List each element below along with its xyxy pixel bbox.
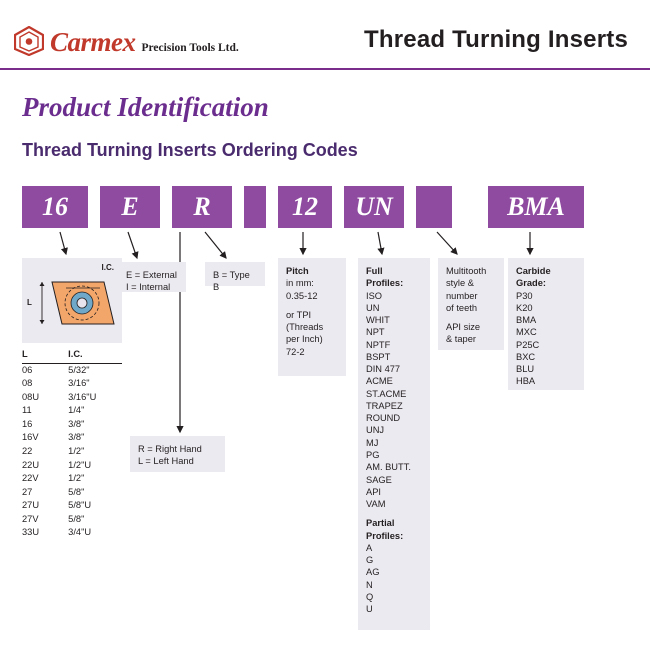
grade-title: Carbide	[516, 266, 551, 276]
insert-drawing-panel	[22, 258, 122, 343]
table-row	[22, 363, 122, 377]
partial-profile-item: N	[366, 579, 373, 590]
table-row	[22, 486, 122, 500]
page-header	[0, 0, 650, 70]
cell-ic: 5/8"	[68, 486, 85, 497]
panel-type	[205, 262, 265, 293]
grade-item: P25C	[516, 339, 540, 350]
cell-l: 27V	[22, 513, 39, 524]
table-row	[22, 431, 122, 445]
code-box-size: 16	[22, 186, 88, 228]
code-box-multitooth	[416, 186, 452, 228]
profile-item: UNJ	[366, 425, 385, 436]
cell-ic: 1/2"	[68, 473, 85, 484]
partial-profile-item: AG	[366, 567, 380, 578]
grade-item: BXC	[516, 351, 536, 362]
panel-external-internal	[118, 262, 186, 292]
multitooth-line-4: of teeth	[446, 302, 478, 313]
ic-dimension-label: I.C.	[101, 263, 114, 272]
grade-item: BMA	[516, 315, 537, 326]
cell-l: 27	[22, 486, 33, 497]
l-dimension-label: L	[27, 298, 32, 307]
full-profiles-title2: Profiles:	[366, 278, 404, 289]
brand-tagline: Precision Tools Ltd.	[141, 41, 239, 54]
type-b-line: B = Type B	[213, 270, 250, 293]
api-taper-line: & taper	[446, 334, 476, 345]
table-row	[22, 459, 122, 473]
table-row	[22, 526, 122, 540]
profile-item: API	[366, 486, 381, 497]
cell-l: 11	[22, 405, 32, 416]
profile-item: TRAPEZ	[366, 400, 403, 411]
profile-item: MJ	[366, 437, 379, 448]
multitooth-line-2: style &	[446, 278, 474, 289]
grade-item: K20	[516, 302, 533, 313]
pitch-line-1: in mm:	[286, 278, 314, 289]
internal-line: I = Internal	[126, 282, 171, 293]
carmex-logo-icon	[14, 26, 44, 56]
table-row	[22, 404, 122, 418]
grade-item: P30	[516, 290, 533, 301]
code-box-pitch: 12	[278, 186, 332, 228]
profile-item: ST.ACME	[366, 388, 407, 399]
table-row	[22, 513, 122, 527]
code-box-grade: BMA	[488, 186, 584, 228]
cell-ic: 1/2"U	[68, 459, 92, 470]
pitch-line-5: per Inch)	[286, 334, 323, 345]
cell-l: 27U	[22, 500, 40, 511]
cell-ic: 3/16"U	[68, 391, 97, 402]
panel-carbide-grade	[508, 258, 584, 390]
cell-l: 06	[22, 364, 33, 375]
table-row	[22, 377, 122, 391]
table-row	[22, 499, 122, 513]
cell-ic: 3/8"	[68, 432, 85, 443]
multitooth-line-3: number	[446, 290, 478, 301]
panel-pitch	[278, 258, 346, 376]
left-hand-line: L = Left Hand	[138, 456, 194, 467]
table-row	[22, 391, 122, 405]
partial-profile-item: Q	[366, 591, 374, 602]
header-title: Thread Turning Inserts	[364, 26, 628, 53]
cell-ic: 3/4"U	[68, 527, 92, 538]
cell-ic: 1/4"	[68, 405, 85, 416]
panel-profiles	[358, 258, 430, 630]
cell-ic: 1/2"	[68, 445, 85, 456]
code-box-type	[244, 186, 266, 228]
multitooth-line-1: Multitooth	[446, 266, 487, 276]
grade-item: MXC	[516, 327, 537, 338]
page-subtitle: Thread Turning Inserts Ordering Codes	[22, 140, 358, 160]
partial-profile-item: G	[366, 555, 374, 566]
pitch-line-6: 72-2	[286, 346, 305, 357]
cell-ic: 5/8"U	[68, 500, 92, 511]
profile-item: NPT	[366, 327, 385, 338]
profile-item: VAM	[366, 499, 386, 510]
pitch-line-2: 0.35-12	[286, 290, 318, 301]
column-header-ic: I.C.	[48, 348, 122, 363]
pitch-line-4: (Threads	[286, 322, 324, 333]
table-row	[22, 445, 122, 459]
cell-l: 08	[22, 378, 33, 389]
cell-l: 22V	[22, 473, 39, 484]
insert-illustration-icon	[26, 262, 122, 340]
partial-profiles-title: Partial	[366, 518, 395, 529]
grade-item: BLU	[516, 364, 535, 375]
table-row	[22, 472, 122, 486]
cell-l: 22U	[22, 459, 40, 470]
cell-ic: 5/8"	[68, 513, 85, 524]
cell-ic: 3/8"	[68, 418, 85, 429]
right-hand-line: R = Right Hand	[138, 444, 202, 454]
code-box-direction: E	[100, 186, 160, 228]
partial-profiles-title2: Profiles:	[366, 530, 404, 541]
cell-l: 16	[22, 418, 33, 429]
profile-item: PG	[366, 449, 380, 460]
profile-item: ROUND	[366, 413, 401, 424]
api-size-line: API size	[446, 322, 481, 333]
brand-logo	[14, 26, 239, 56]
cell-ic: 5/32"	[68, 364, 90, 375]
panel-hand	[130, 436, 225, 472]
pitch-line-3: or TPI	[286, 309, 312, 320]
page-title: Product Identification	[22, 92, 269, 122]
grade-title2: Grade:	[516, 278, 546, 289]
column-header-l: L	[22, 348, 48, 363]
grade-item: HBA	[516, 376, 536, 387]
pitch-title: Pitch	[286, 266, 309, 276]
cell-ic: 3/16"	[68, 378, 90, 389]
profile-item: DIN 477	[366, 364, 401, 375]
profile-item: ISO	[366, 290, 383, 301]
partial-profile-item: A	[366, 542, 373, 553]
external-line: E = External	[126, 270, 177, 280]
panel-multitooth	[438, 258, 504, 350]
profile-item: WHIT	[366, 315, 390, 326]
cell-l: 16V	[22, 432, 39, 443]
cell-l: 33U	[22, 527, 40, 538]
profile-item: SAGE	[366, 474, 392, 485]
profile-item: AM. BUTT.	[366, 462, 411, 473]
partial-profile-item: U	[366, 604, 373, 615]
table-header-row	[22, 348, 122, 363]
brand-name: Carmex	[50, 27, 136, 57]
profile-item: UN	[366, 302, 380, 313]
profile-item: BSPT	[366, 351, 391, 362]
table-row	[22, 418, 122, 432]
code-box-hand: R	[172, 186, 232, 228]
cell-l: 22	[22, 445, 33, 456]
profile-item: NPTF	[366, 339, 391, 350]
full-profiles-title: Full	[366, 266, 383, 276]
size-table	[22, 348, 122, 540]
cell-l: 08U	[22, 391, 40, 402]
profile-item: ACME	[366, 376, 393, 387]
code-box-profile: UN	[344, 186, 404, 228]
